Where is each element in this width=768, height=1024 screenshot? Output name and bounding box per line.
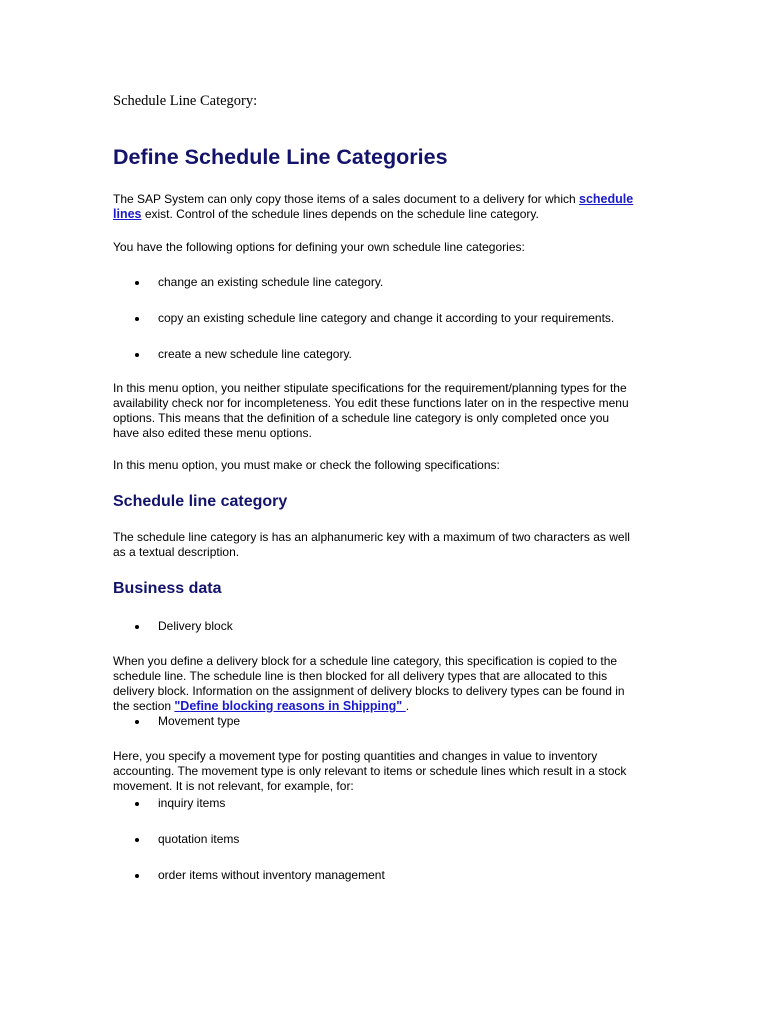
bullet-icon: [135, 802, 139, 806]
list-item: [135, 311, 614, 326]
bullet-icon: [135, 720, 139, 724]
list-item-text: quotation items: [158, 832, 240, 846]
bullet-icon: [135, 625, 139, 629]
paragraph-line: movement. It is not relevant, for example, for:: [113, 779, 354, 793]
list-item-text: create a new schedule line category.: [158, 347, 352, 361]
list-item: [135, 714, 240, 729]
pre-title: Schedule Line Category:: [113, 93, 258, 109]
options-intro: You have the following options for defining your own schedule line categories:: [113, 240, 525, 254]
paragraph-line: delivery block. Information on the assignment of delivery blocks to delivery types can be found in: [113, 684, 625, 698]
list-item: [135, 832, 239, 847]
list-item-text: order items without inventory management: [158, 868, 385, 882]
paragraph-line: When you define a delivery block for a schedule line category, this specification is copied to the: [113, 654, 618, 668]
delivery-block-paragraph: [113, 654, 663, 714]
specifications-intro: In this menu option, you must make or check the following specifications:: [113, 458, 500, 472]
paragraph-line: accounting. The movement type is only relevant to items or schedule lines which result in a stock: [113, 764, 627, 778]
paragraph-line: The schedule line category is has an alphanumeric key with a maximum of two characters as well: [113, 530, 630, 544]
intro-text-start: The SAP System can only copy those items of a sales document to a delivery for which: [113, 192, 580, 206]
define-blocking-reasons-link[interactable]: "Define blocking reasons in Shipping": [174, 699, 406, 713]
paragraph-line: options. This means that the definition of a schedule line category is only completed once you: [113, 411, 610, 425]
page-title: Define Schedule Line Categories: [113, 145, 448, 169]
paragraph-line: In this menu option, you neither stipulate specifications for the requirement/planning types for the: [113, 381, 627, 395]
list-item: [135, 796, 225, 811]
schedule-link-part2: lines: [113, 207, 142, 221]
list-item-text: inquiry items: [158, 796, 226, 810]
schedule-link-part1: schedule: [579, 192, 634, 206]
list-item: [135, 868, 385, 883]
intro-text-end: exist. Control of the schedule lines depends on the schedule line category.: [141, 207, 539, 221]
movement-type-paragraph: [113, 749, 663, 794]
section-heading-business-data: Business data: [113, 580, 222, 597]
paragraph-line: as a textual description.: [113, 545, 240, 559]
section-heading-schedule-line-category: Schedule line category: [113, 493, 288, 510]
bullet-icon: [135, 353, 139, 357]
list-item-text: Delivery block: [158, 619, 233, 633]
intro-paragraph: [113, 192, 663, 222]
list-item-text: copy an existing schedule line category and change it according to your requirements.: [158, 311, 615, 325]
paragraph-line: availability check nor for incompleteness. You edit these functions later on in the respective menu: [113, 396, 629, 410]
list-item: [135, 275, 383, 290]
bullet-icon: [135, 317, 139, 321]
paragraph-line-end: .: [405, 699, 410, 713]
paragraph-line: schedule line. The schedule line is then blocked for all delivery types that are allocated to this: [113, 669, 608, 683]
list-item: [135, 347, 352, 362]
paragraph-line: have also edited these menu options.: [113, 426, 312, 440]
list-item-text: Movement type: [158, 714, 241, 728]
menu-option-paragraph: [113, 381, 663, 441]
schedule-line-category-paragraph: [113, 530, 663, 560]
bullet-icon: [135, 281, 139, 285]
list-item-text: change an existing schedule line category.: [158, 275, 384, 289]
paragraph-line-start: the section: [113, 699, 175, 713]
paragraph-line: Here, you specify a movement type for posting quantities and changes in value to inventory: [113, 749, 598, 763]
bullet-icon: [135, 874, 139, 878]
list-item: [135, 619, 233, 634]
bullet-icon: [135, 838, 139, 842]
